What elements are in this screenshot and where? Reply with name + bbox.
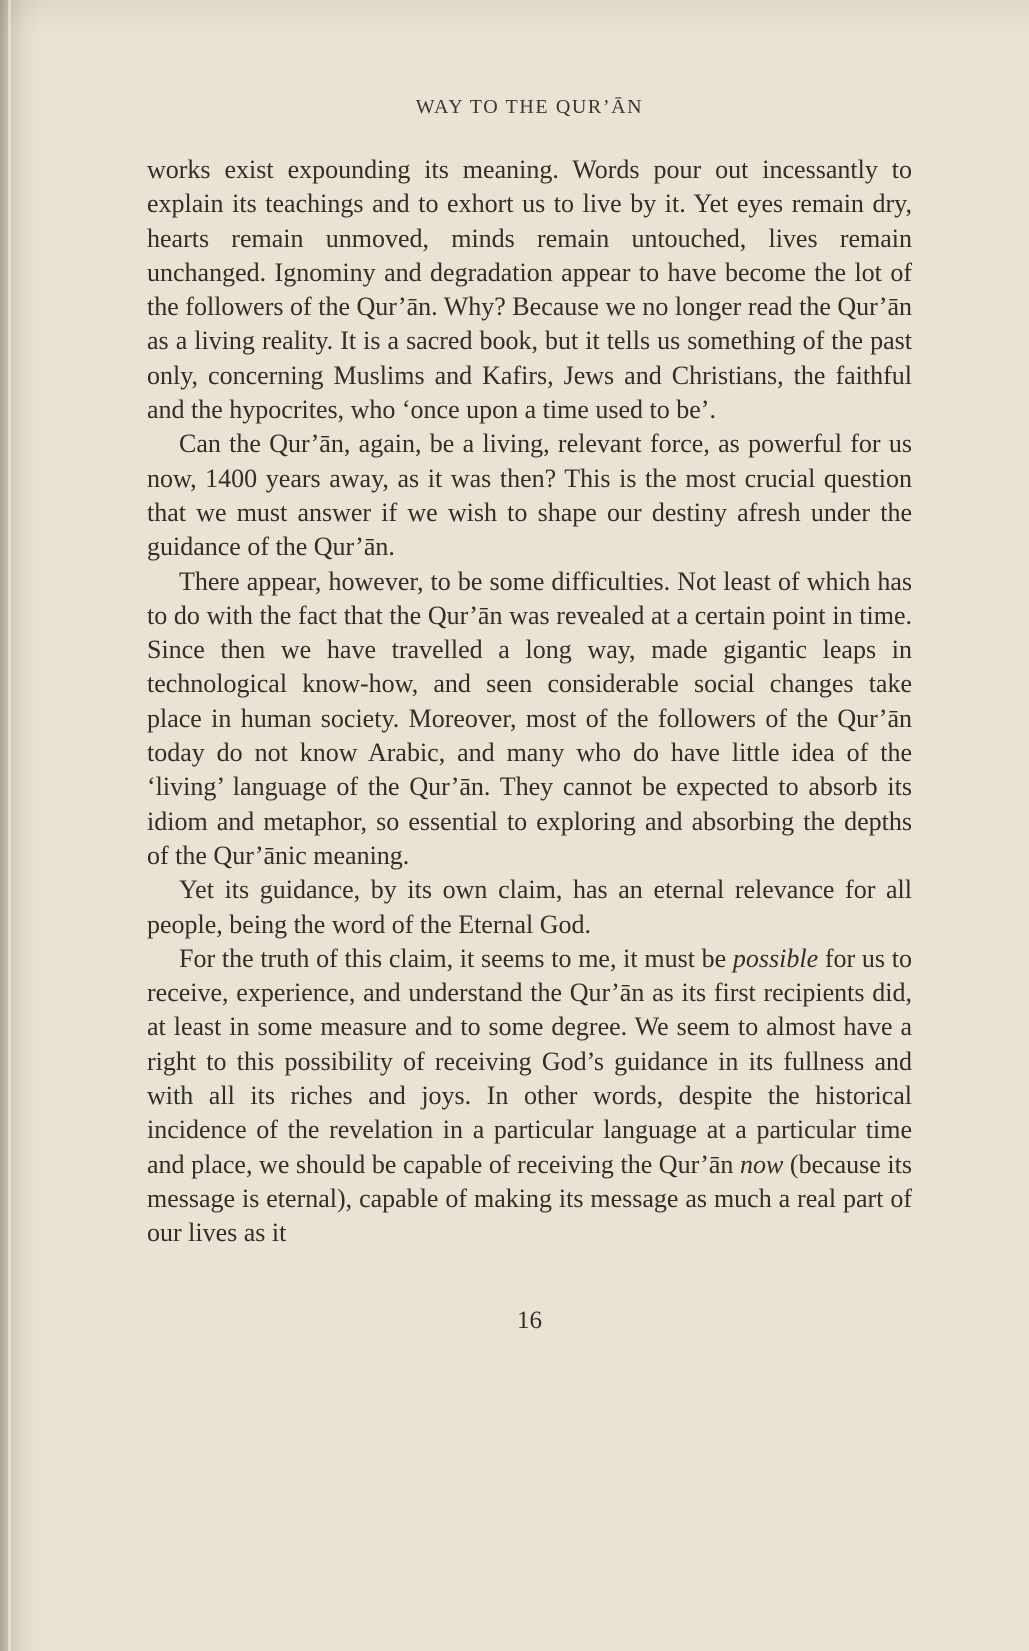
page-content: [147, 0, 912, 1335]
paragraph: [147, 565, 912, 874]
text-run: (because its message is eternal), capable of making its message as much a real part of our lives as it: [147, 1149, 912, 1248]
page-number: 16: [517, 1306, 542, 1334]
paragraph: [147, 427, 912, 564]
paragraph: [147, 942, 912, 1251]
text-run: Can the Qur’ān, again, be a living, relevant force, as powerful for us now, 1400 years away, as it was then? This is the most crucial question that we must answer if we wish to shape our destiny afresh under the guidance of the Qur’ān.: [147, 429, 912, 562]
italic-text-run: possible: [732, 943, 819, 973]
text-run: For the truth of this claim, it seems to me, it must be: [179, 943, 733, 973]
paragraph: [147, 873, 912, 942]
text-run: There appear, however, to be some difficulties. Not least of which has to do with the fact that the Qur’ān was revealed at a certain point in time. Since then we have travelled a long way, made gigantic leaps in technological know-how, and seen considerable social changes take place in human society. Moreover, most of the followers of the Qur’ān today do not know Arabic, and many who do have little idea of the ‘living’ language of the Qur’ān. They cannot be expected to absorb its idiom and metaphor, so essential to exploring and absorbing the depths of the Qur’ānic meaning.: [147, 566, 912, 870]
text-run: for us to receive, experience, and understand the Qur’ān as its first recipients did, at least in some measure and to some degree. We seem to almost have a right to this possibility of receiving God’s guidance in its fullness and with all its riches and joys. In other words, despite the historical incidence of the revelation in a particular language at a particular time and place, we should be capable of receiving the Qur’ān: [147, 943, 912, 1179]
running-header: WAY TO THE QUR’ĀN: [415, 96, 644, 118]
italic-text-run: now: [739, 1149, 784, 1179]
page-body: [147, 153, 912, 1251]
page-gutter-shadow: [8, 0, 11, 1651]
text-run: Yet its guidance, by its own claim, has an eternal relevance for all people, being the word of the Eternal God.: [147, 875, 912, 939]
paragraph: [147, 153, 912, 427]
text-run: works exist expounding its meaning. Words pour out incessantly to explain its teachings and to exhort us to live by it. Yet eyes remain dry, hearts remain unmoved, minds remain untouched, lives remain unchanged. Ignominy and degradation appear to have become the lot of the followers of the Qur’ān. Why? Because we no longer read the Qur’ān as a living reality. It is a sacred book, but it tells us something of the past only, concerning Muslims and Kafirs, Jews and Christians, the faithful and the hypocrites, who ‘once upon a time used to be’.: [147, 155, 912, 425]
